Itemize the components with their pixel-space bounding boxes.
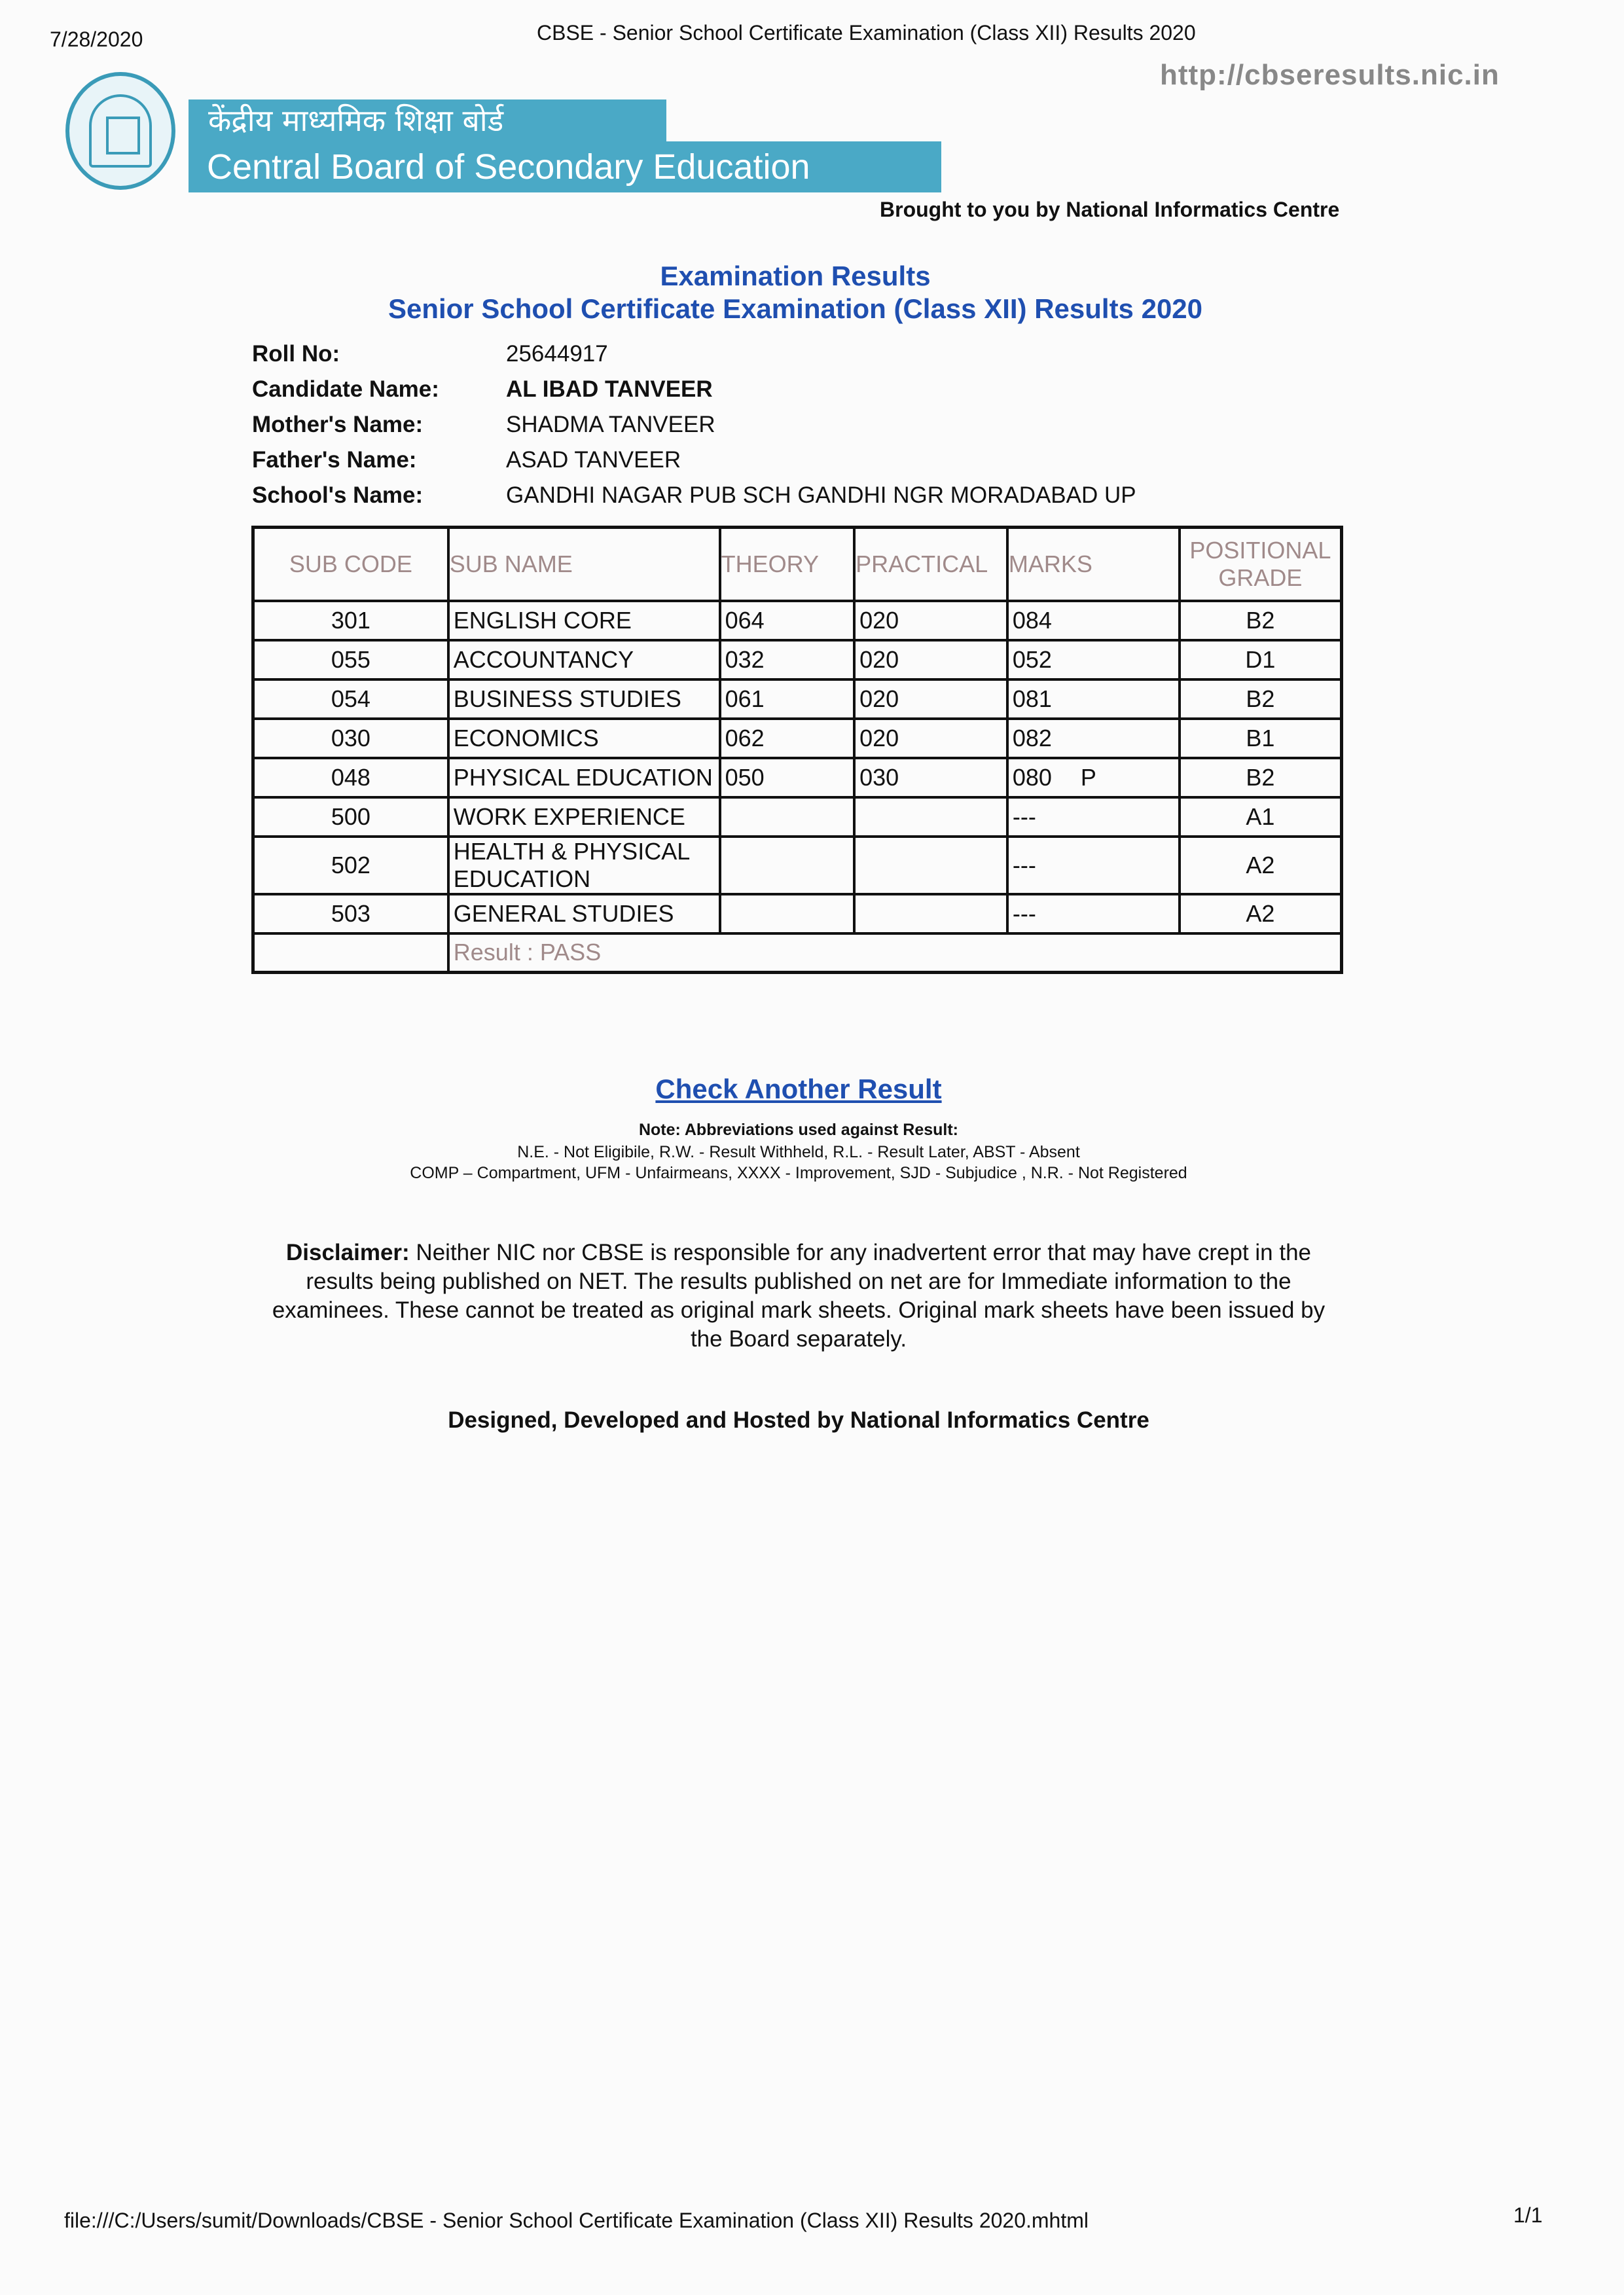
disclaimer xyxy=(255,1238,1342,1354)
positional-grade: B2 xyxy=(1180,758,1342,797)
col-header-sub-name: SUB NAME xyxy=(448,528,720,601)
sub-code: 055 xyxy=(253,640,448,679)
positional-grade: B1 xyxy=(1180,719,1342,758)
positional-grade: B2 xyxy=(1180,679,1342,719)
info-label: School's Name: xyxy=(252,482,424,508)
sub-name: WORK EXPERIENCE xyxy=(448,797,720,837)
print-date: 7/28/2020 xyxy=(50,27,143,51)
total-marks: 052 xyxy=(1007,640,1180,679)
theory-marks: 062 xyxy=(720,719,855,758)
print-title: CBSE - Senior School Certificate Examination (Class XII) Results 2020 xyxy=(537,21,1196,45)
abbrev-note-heading: Note: Abbreviations used against Result: xyxy=(638,1121,959,1139)
marks-table xyxy=(251,526,1343,974)
site-url-link[interactable]: http://cbseresults.nic.in xyxy=(1160,59,1500,91)
brand-hindi-name: केंद्रीय माध्यमिक शिक्षा बोर्ड xyxy=(189,99,666,141)
positional-grade: A1 xyxy=(1180,797,1342,837)
abbrev-note-line: COMP – Compartment, UFM - Unfairmeans, XXXX - Improvement, SJD - Subjudice , N.R. - Not Registered xyxy=(410,1164,1187,1182)
info-label: Roll No: xyxy=(252,341,340,367)
practical-marks: 030 xyxy=(854,758,1007,797)
cbse-emblem-icon xyxy=(65,72,175,190)
theory-marks: 061 xyxy=(720,679,855,719)
info-row-candidate xyxy=(252,372,1136,407)
table-row xyxy=(253,894,1342,933)
positional-grade: B2 xyxy=(1180,601,1342,640)
positional-grade: D1 xyxy=(1180,640,1342,679)
practical-marks xyxy=(854,837,1007,894)
col-header-theory: THEORY xyxy=(720,528,855,601)
sub-code: 301 xyxy=(253,601,448,640)
sub-name: ENGLISH CORE xyxy=(448,601,720,640)
sub-name: GENERAL STUDIES xyxy=(448,894,720,933)
father-name: ASAD TANVEER xyxy=(506,447,681,473)
table-header-row xyxy=(253,528,1342,601)
table-row xyxy=(253,837,1342,894)
brought-by-text: Brought to you by National Informatics Centre xyxy=(880,198,1340,221)
page-number: 1/1 xyxy=(1513,2203,1543,2227)
mother-name: SHADMA TANVEER xyxy=(506,412,715,437)
theory-marks: 050 xyxy=(720,758,855,797)
info-label: Mother's Name: xyxy=(252,412,424,437)
sub-code: 502 xyxy=(253,837,448,894)
theory-marks xyxy=(720,837,855,894)
sub-code: 048 xyxy=(253,758,448,797)
total-marks: 080 xyxy=(1012,763,1052,791)
table-row xyxy=(253,601,1342,640)
sub-name: HEALTH & PHYSICAL EDUCATION xyxy=(448,837,720,894)
sub-code: 030 xyxy=(253,719,448,758)
brand-english-name: Central Board of Secondary Education xyxy=(189,141,941,192)
col-header-grade: POSITIONAL GRADE xyxy=(1180,528,1342,601)
practical-marks: 020 xyxy=(854,640,1007,679)
page-title: Examination Results xyxy=(660,261,931,291)
abbrev-note-line: N.E. - Not Eligibile, R.W. - Result Withheld, R.L. - Result Later, ABST - Absent xyxy=(517,1143,1080,1161)
table-row xyxy=(253,797,1342,837)
positional-grade: A2 xyxy=(1180,894,1342,933)
theory-marks xyxy=(720,894,855,933)
school-name: GANDHI NAGAR PUB SCH GANDHI NGR MORADABAD UP xyxy=(506,482,1136,508)
sub-code: 054 xyxy=(253,679,448,719)
page-subtitle: Senior School Certificate Examination (Class XII) Results 2020 xyxy=(388,293,1203,324)
info-row-school xyxy=(252,478,1136,513)
check-another-result-link[interactable]: Check Another Result xyxy=(655,1074,942,1104)
total-marks: 084 xyxy=(1007,601,1180,640)
total-marks: --- xyxy=(1007,797,1180,837)
col-header-marks: MARKS xyxy=(1007,528,1180,601)
col-header-sub-code: SUB CODE xyxy=(253,528,448,601)
result-row xyxy=(253,933,1342,973)
col-header-practical: PRACTICAL xyxy=(854,528,1007,601)
table-row xyxy=(253,758,1342,797)
table-row xyxy=(253,640,1342,679)
practical-marks: 020 xyxy=(854,601,1007,640)
practical-marks xyxy=(854,797,1007,837)
candidate-info xyxy=(252,336,1136,513)
sub-name: ECONOMICS xyxy=(448,719,720,758)
total-marks: --- xyxy=(1007,837,1180,894)
practical-marks: 020 xyxy=(854,719,1007,758)
total-marks-cell xyxy=(1007,758,1180,797)
sub-name: BUSINESS STUDIES xyxy=(448,679,720,719)
info-label: Father's Name: xyxy=(252,447,417,473)
sub-name: PHYSICAL EDUCATION xyxy=(448,758,720,797)
positional-grade: A2 xyxy=(1180,837,1342,894)
disclaimer-label: Disclaimer: xyxy=(285,1240,410,1265)
candidate-name: AL IBAD TANVEER xyxy=(506,376,713,402)
total-marks: --- xyxy=(1007,894,1180,933)
marks-flag: P xyxy=(1080,763,1096,791)
table-row xyxy=(253,679,1342,719)
table-row xyxy=(253,719,1342,758)
sub-code: 503 xyxy=(253,894,448,933)
designed-by-text: Designed, Developed and Hosted by National Informatics Centre xyxy=(448,1407,1149,1433)
total-marks: 082 xyxy=(1007,719,1180,758)
practical-marks xyxy=(854,894,1007,933)
disclaimer-text: Neither NIC nor CBSE is responsible for any inadvertent error that may have crept in the results being published on NET. The results published on net are for Immediate information to the examinees. These cannot be treated as original mark sheets. Original mark sheets have been issued by the Board separately. xyxy=(272,1240,1326,1352)
practical-marks: 020 xyxy=(854,679,1007,719)
theory-marks: 032 xyxy=(720,640,855,679)
info-label: Candidate Name: xyxy=(252,376,439,402)
result-blank-cell xyxy=(253,933,448,973)
sub-name: ACCOUNTANCY xyxy=(448,640,720,679)
roll-number: 25644917 xyxy=(506,341,608,367)
overall-result: Result : PASS xyxy=(448,933,1342,973)
print-file-path: file:///C:/Users/sumit/Downloads/CBSE - Senior School Certificate Examination (Class XII) Results 2020.mhtml xyxy=(64,2209,1089,2232)
info-row-father xyxy=(252,443,1136,478)
total-marks: 081 xyxy=(1007,679,1180,719)
info-row-roll xyxy=(252,336,1136,372)
theory-marks xyxy=(720,797,855,837)
sub-code: 500 xyxy=(253,797,448,837)
theory-marks: 064 xyxy=(720,601,855,640)
info-row-mother xyxy=(252,407,1136,443)
